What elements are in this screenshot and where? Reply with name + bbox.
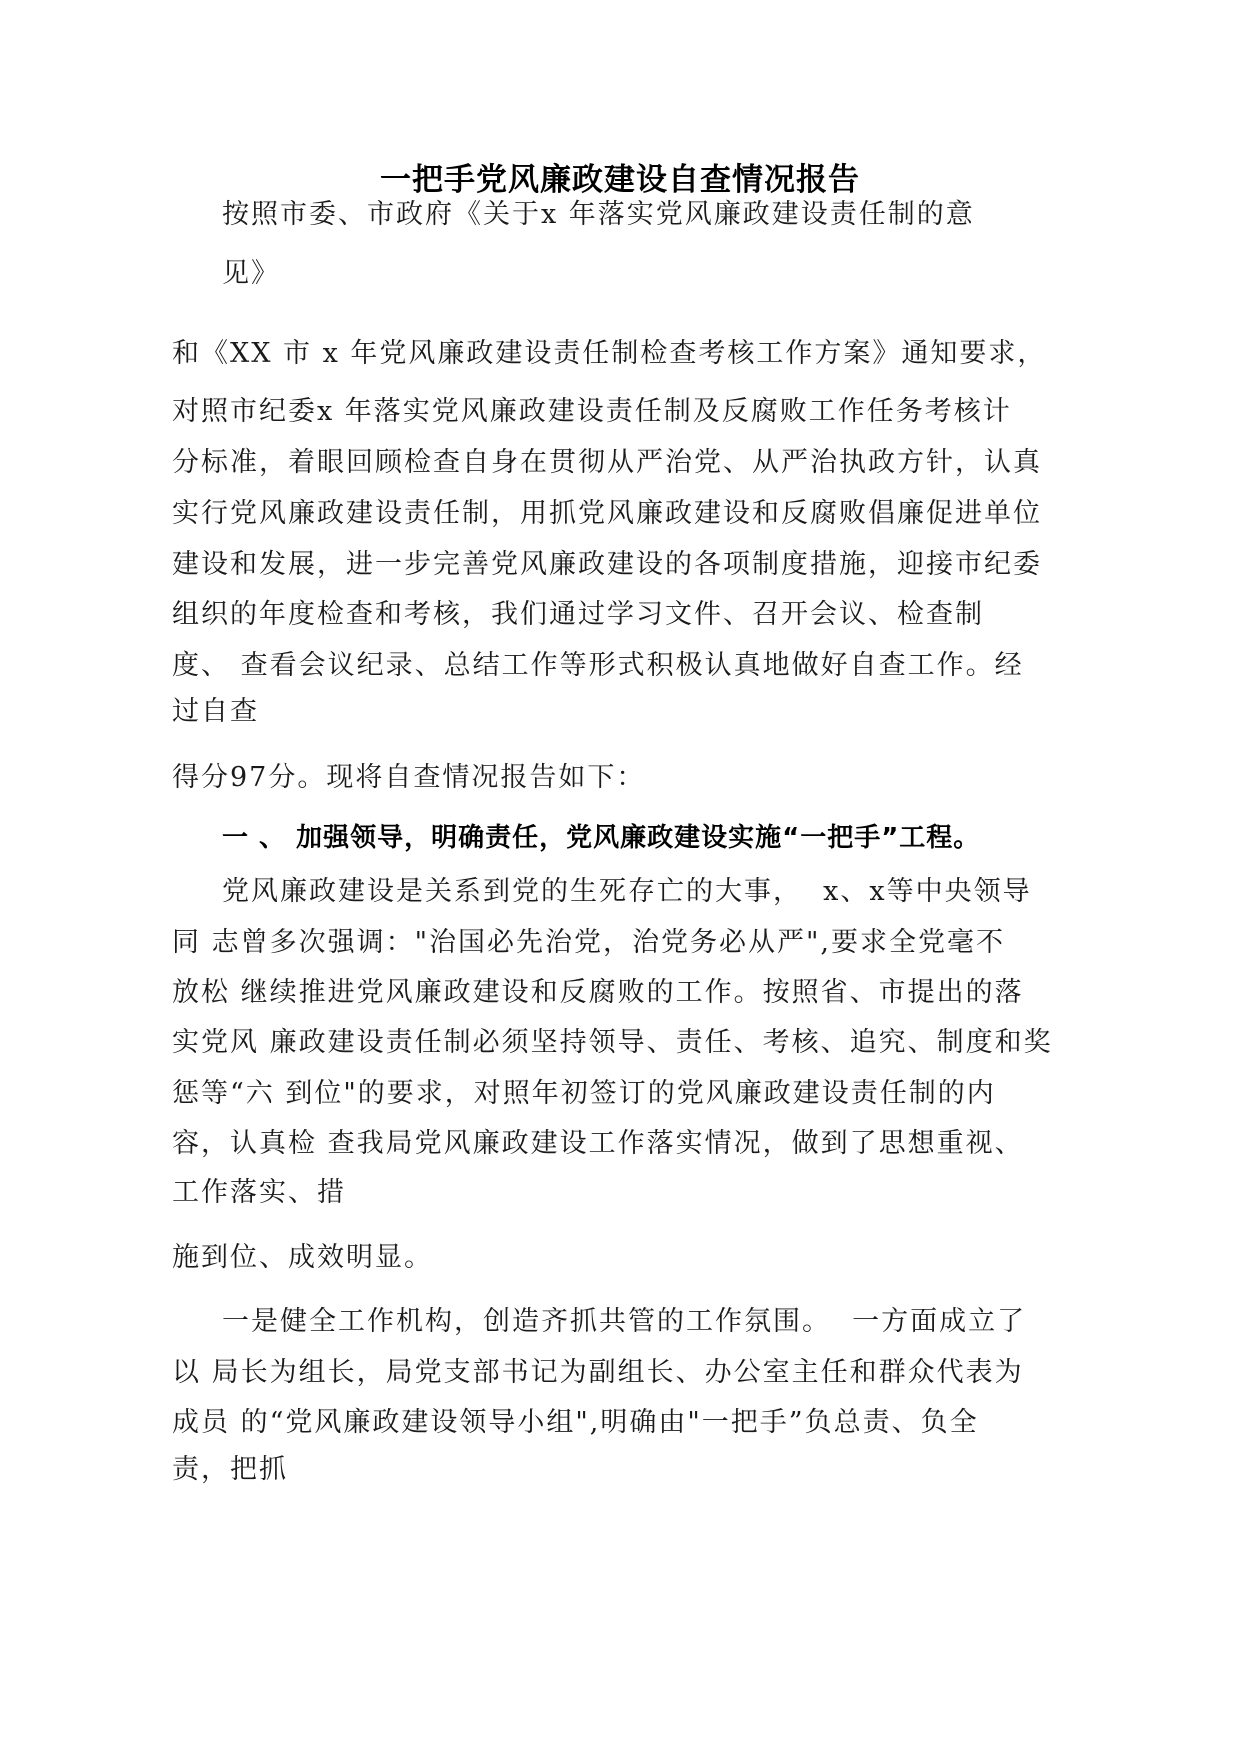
paragraph-line: 见》 <box>222 258 280 289</box>
paragraph-line: 按照市委、市政府《关于x 年落实党风廉政建设责任制的意 <box>222 199 975 230</box>
paragraph-line: 得分97分。现将自查情况报告如下： <box>172 762 646 793</box>
paragraph-line: 组织的年度检查和考核，我们通过学习文件、召开会议、检查制 <box>172 599 984 630</box>
paragraph-line: 责，把抓 <box>172 1454 288 1485</box>
paragraph-line: 对照市纪委x 年落实党风廉政建设责任制及反腐败工作任务考核计 <box>172 396 1012 427</box>
paragraph-line: 度、 查看会议纪录、总结工作等形式积极认真地做好自查工作。经 <box>172 650 1024 681</box>
paragraph-line: 和《XX 市 x 年党风廉政建设责任制检查考核工作方案》通知要求， <box>172 338 1047 369</box>
paragraph-line: 一是健全工作机构，创造齐抓共管的工作氛围。 一方面成立了 <box>222 1306 1027 1337</box>
paragraph-line: 惩等“六 到位"的要求，对照年初签订的党风廉政建设责任制的内 <box>172 1078 996 1109</box>
paragraph-line: 分标准，着眼回顾检查自身在贯彻从严治党、从严治执政方针，认真 <box>172 447 1042 478</box>
paragraph-line: 工作落实、措 <box>172 1177 346 1208</box>
document-title: 一把手党风廉政建设自查情况报告 <box>380 162 860 198</box>
paragraph-line: 建设和发展，进一步完善党风廉政建设的各项制度措施，迎接市纪委 <box>172 549 1042 580</box>
paragraph-line: 施到位、成效明显。 <box>172 1242 433 1273</box>
paragraph-line: 实行党风廉政建设责任制，用抓党风廉政建设和反腐败倡廉促进单位 <box>172 498 1042 529</box>
paragraph-line: 放松 继续推进党风廉政建设和反腐败的工作。按照省、市提出的落 <box>172 977 1024 1008</box>
paragraph-line: 党风廉政建设是关系到党的生死存亡的大事， x、x等中央领导 <box>222 876 1032 907</box>
section-heading: 一 、 加强领导，明确责任，党风廉政建设实施“一把手”工程。 <box>222 823 981 853</box>
paragraph-line: 实党风 廉政建设责任制必须坚持领导、责任、考核、追究、制度和奖 <box>172 1027 1053 1058</box>
paragraph-line: 同 志曾多次强调："治国必先治党，治党务必从严",要求全党毫不 <box>172 927 1006 958</box>
paragraph-line: 以 局长为组长，局党支部书记为副组长、办公室主任和群众代表为 <box>172 1357 1024 1388</box>
paragraph-line: 容，认真检 查我局党风廉政建设工作落实情况，做到了思想重视、 <box>172 1128 1024 1159</box>
paragraph-line: 过自查 <box>172 696 259 727</box>
paragraph-line: 成员 的“党风廉政建设领导小组",明确由"一把手”负总责、负全 <box>172 1407 979 1438</box>
